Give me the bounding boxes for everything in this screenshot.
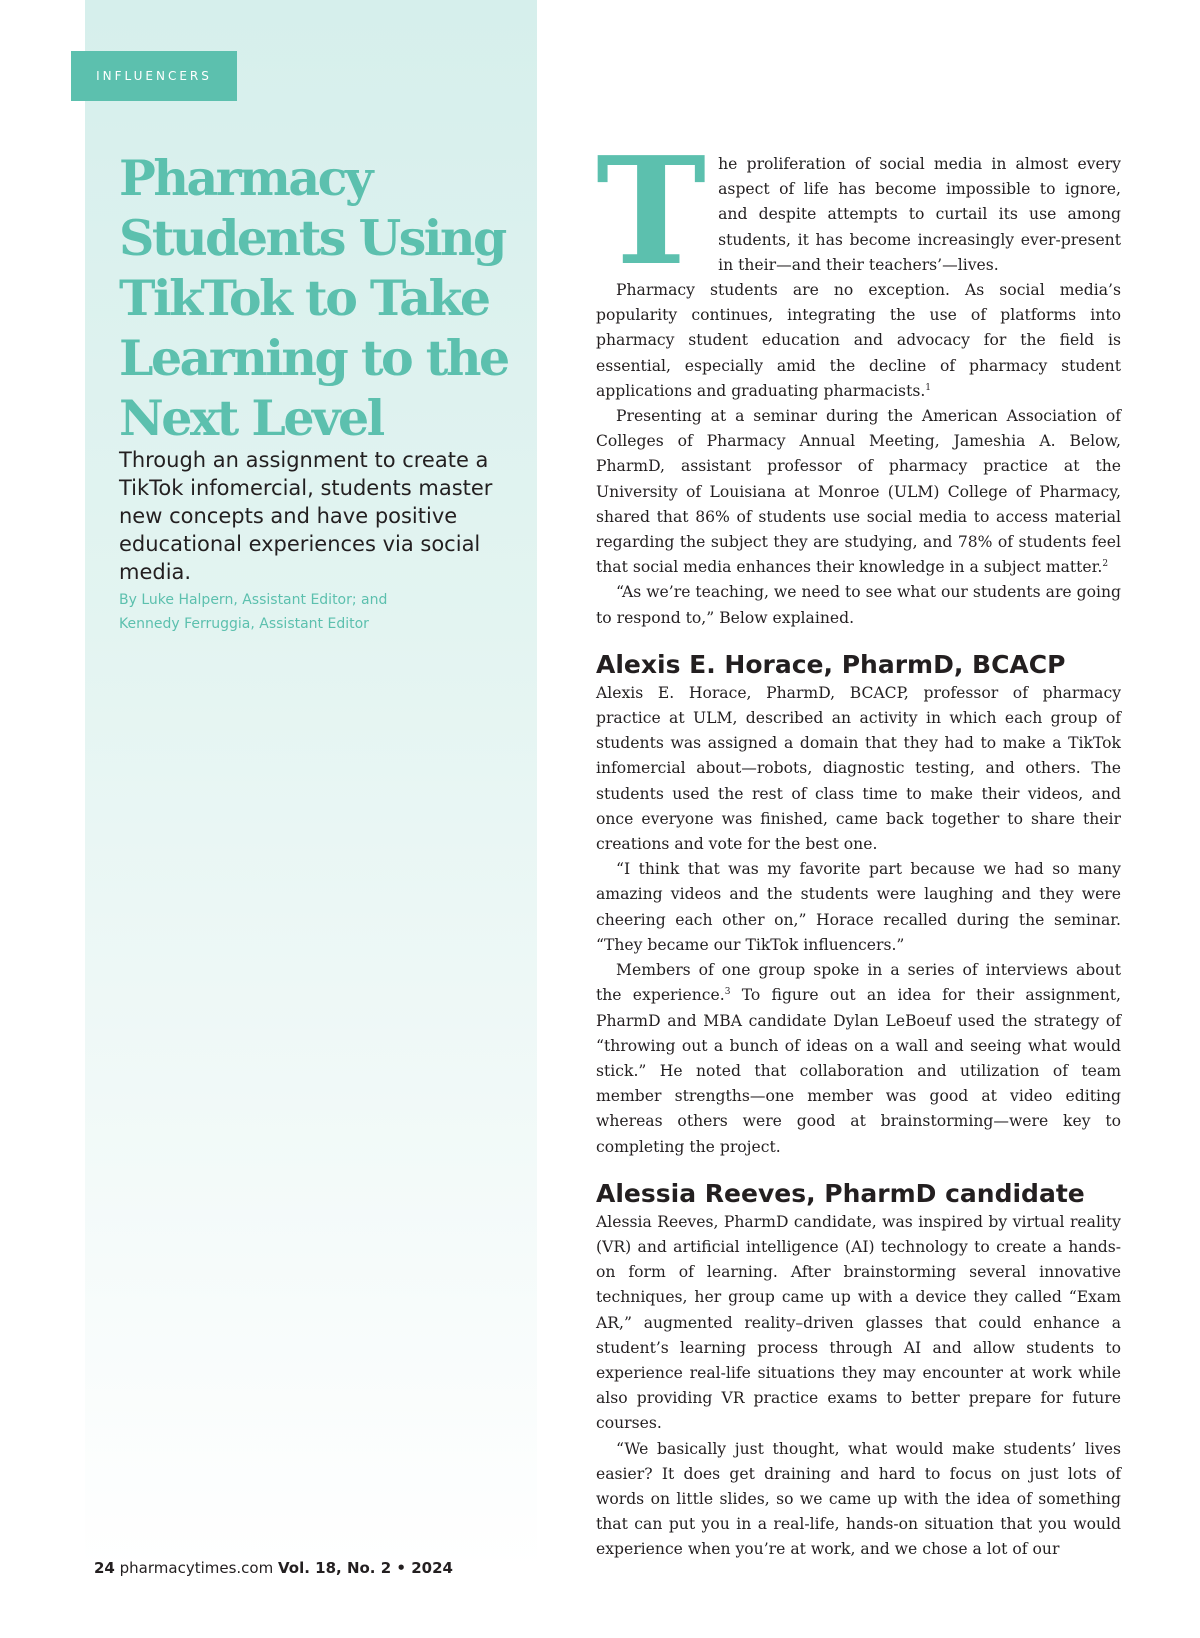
paragraph: Alessia Reeves, PharmD candidate, was inspired by virtual reality (VR) and artificial intelligence (AI) technology to create a hands-on form of learning. After brainstorming several innovative techniques, her group came up with a device they called “Exam AR,” augmented reality–driven glasses that could enhance a student’s learning process through AI and allow students to experience real-life situations they may encounter at work while also providing VR practice exams to better prepare for future courses. xyxy=(596,1212,1121,1433)
paragraph: Alexis E. Horace, PharmD, BCACP, professor of pharmacy practice at ULM, described an activity in which each group of students was assigned a domain that they had to make a TikTok infomercial about—robots, diagnostic testing, and others. The students used the rest of class time to make their videos, and once everyone was finished, came back together to share their creations and vote for the best one. xyxy=(596,683,1121,854)
footnote-ref: 1 xyxy=(925,382,932,393)
footnote-ref: 3 xyxy=(724,987,731,998)
byline-line-2: Kennedy Ferruggia, Assistant Editor xyxy=(119,616,369,632)
article-body xyxy=(596,124,1122,1563)
footer-issue: Vol. 18, No. 2 • 2024 xyxy=(278,1559,453,1577)
page-number: 24 xyxy=(94,1559,115,1577)
lead-paragraph-text: he proliferation of social media in almost every aspect of life has become impossible to ignore, and despite attempts to curtail its use among students, it has become increasingly ever-present in their—and their teachers’—lives. xyxy=(718,155,1121,274)
subhead-horace: Alexis E. Horace, PharmD, BCACP xyxy=(596,649,1066,679)
paragraph: “As we’re teaching, we need to see what our students are going to respond to,” Below explained. xyxy=(596,583,1121,627)
page-footer xyxy=(94,1559,453,1577)
paragraph: Members of one group spoke in a series of interviews about the experience.$^3$ To figure out an idea for their assignment, PharmD and MBA candidate Dylan LeBoeuf used the strategy of “throwing out a bunch of ideas on a wall and seeing what would stick.” He noted that collaboration and utilization of team member strengths—one member was good at video editing whereas others were good at brainstorming—were key to completing the project. xyxy=(596,961,1122,1156)
paragraph: Presenting at a seminar during the American Association of Colleges of Pharmacy Annual Meeting, Jameshia A. Below, PharmD, assistant professor of pharmacy practice at the University of Louisiana at Monroe (ULM) College of Pharmacy, shared that 86% of students use social media to access material regarding the subject they are studying, and 78% of students feel that social media enhances their knowledge in a subject matter.$^2$ xyxy=(596,407,1121,577)
section-tag: INFLUENCERS xyxy=(71,51,237,101)
footer-site: pharmacytimes.com xyxy=(119,1559,274,1577)
footnote-ref: 2 xyxy=(1102,559,1109,570)
article-deck: Through an assignment to create a TikTok infomercial, students master new concepts and have positive educational experiences via social media. xyxy=(119,448,493,584)
byline xyxy=(119,588,519,636)
lead-paragraph xyxy=(596,124,1121,298)
drop-cap: T xyxy=(596,124,707,298)
paragraph: “We basically just thought, what would make students’ lives easier? It does get draining and hard to focus on just lots of words on little slides, so we came up with the idea of something that can put you in a real-life, hands-on situation that you would experience when you’re at work, and we chose a lot of our xyxy=(596,1439,1121,1559)
article-headline: Pharmacy Students Using TikTok to Take Learning to the Next Level xyxy=(119,149,508,447)
subhead-reeves: Alessia Reeves, PharmD candidate xyxy=(596,1178,1085,1208)
paragraph: Pharmacy students are no exception. As social media’s popularity continues, integrating the use of platforms into pharmacy student education and advocacy for the field is essential, especially amid the decline of pharmacy student applications and graduating pharmacists.$^1$ xyxy=(596,281,1121,400)
byline-line-1: By Luke Halpern, Assistant Editor; and xyxy=(119,592,388,608)
paragraph: “I think that was my favorite part because we had so many amazing videos and the students were laughing and they were cheering each other on,” Horace recalled during the seminar. “They became our TikTok influencers.” xyxy=(596,860,1121,954)
